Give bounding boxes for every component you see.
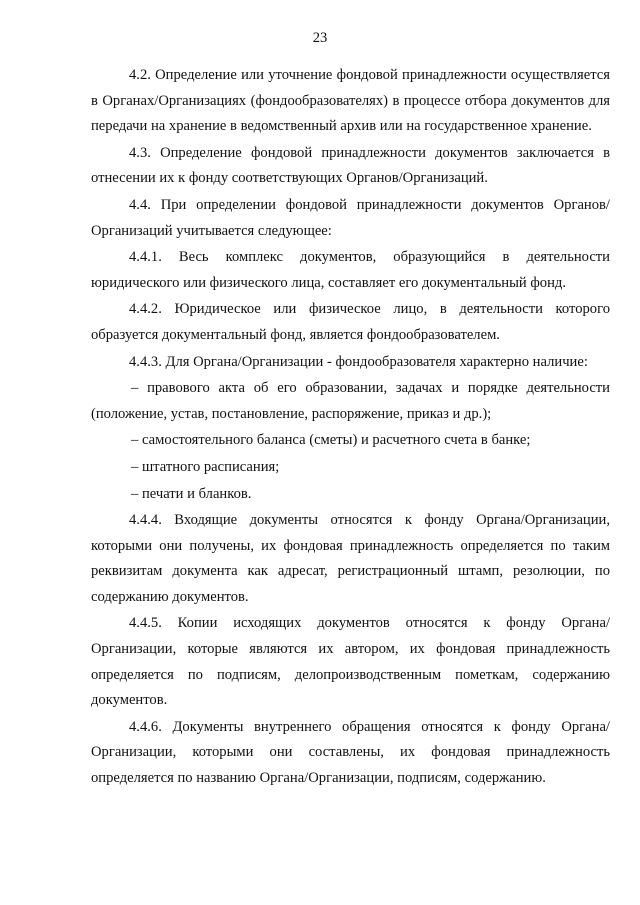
- list-item-balance: – самостоятельного баланса (сметы) и расчетного счета в банке;: [131, 432, 531, 449]
- paragraph-4-4-3: 4.4.3. Для Органа/Организации - фондообразователя характерно наличие:: [129, 353, 588, 370]
- paragraph-4-4-1: 4.4.1. Весь комплекс документов, образующийся в деятельности юридического или физического лица, составляет его документальный фонд.: [91, 249, 610, 291]
- list-item-staffing: – штатного расписания;: [131, 458, 280, 475]
- page-number: 23: [312, 30, 328, 46]
- paragraph-4-4-4: 4.4.4. Входящие документы относятся к фонду Органа/Организации, которыми они получены, их фондовая принадлежность определяется по таким реквизитам документа как адресат, регистрационный штамп, резолюции, по содержанию документов.: [91, 512, 610, 605]
- paragraph-4-3: 4.3. Определение фондовой принадлежности документов заключается в отнесении их к фонду соответствующих Органов/Организаций.: [91, 144, 610, 187]
- paragraph-4-4-5: 4.4.5. Копии исходящих документов относятся к фонду Органа/Организации, которые являются их автором, их фондовая принадлежность определяется по подписям, делопроизводственным пометкам, содержанию документов.: [91, 615, 610, 709]
- list-item-seals: – печати и бланков.: [131, 485, 252, 502]
- paragraph-4-2: 4.2. Определение или уточнение фондовой принадлежности осуществляется в Органах/Организациях (фондообразователях) в процессе отбора документов для передачи на хранение в ведомственный архив или на государственное хранение.: [91, 67, 610, 135]
- paragraph-4-4-2: 4.4.2. Юридическое или физическое лицо, в деятельности которого образуется документальный фонд, является фондообразователем.: [91, 301, 610, 343]
- document-body: [91, 63, 610, 793]
- paragraph-4-4-6: 4.4.6. Документы внутреннего обращения относятся к фонду Органа/Организации, которыми они составлены, их фондовая принадлежность определяется по названию Органа/Организации, подписям, содержанию.: [91, 718, 610, 787]
- paragraph-4-4: 4.4. При определении фондовой принадлежности документов Органов/Организаций учитывается следующее:: [91, 196, 610, 239]
- list-item-legal-act: – правового акта об его образовании, задачах и порядке деятельности (положение, устав, постановление, распоряжение, приказ и др.);: [91, 380, 610, 422]
